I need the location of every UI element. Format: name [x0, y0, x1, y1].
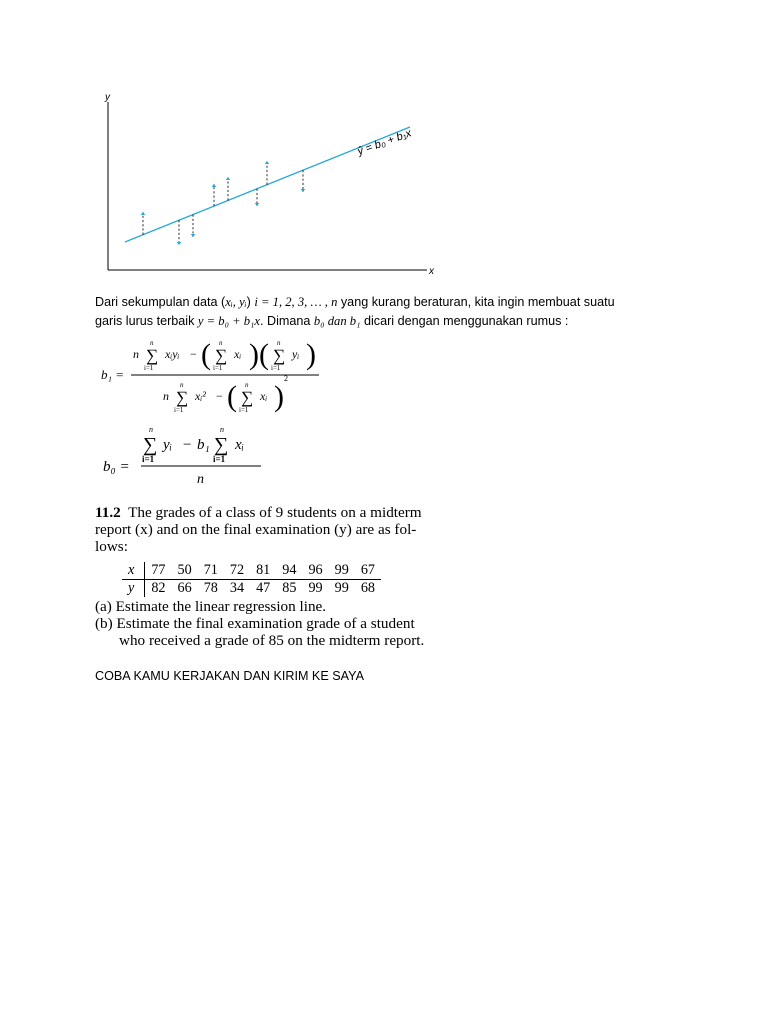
- sum-upper: n: [245, 381, 249, 389]
- n-symbol: n: [163, 389, 169, 403]
- problem-text: The grades of a class of 9 students on a midterm: [128, 504, 422, 521]
- problem-line-1: [95, 504, 475, 521]
- intro-text: dicari dengan menggunakan rumus :: [360, 314, 569, 328]
- paren-close: ): [249, 338, 259, 371]
- sigma-symbol: ∑: [273, 346, 286, 365]
- sum-upper: n: [219, 339, 223, 347]
- data-point: [255, 203, 259, 206]
- regression-line-label: ŷ = b₀ + b₁x: [355, 127, 414, 158]
- xi-term: xᵢ: [234, 347, 242, 361]
- paren-open: (: [259, 338, 269, 371]
- table-cell: 50: [172, 562, 198, 580]
- data-point: [301, 189, 305, 192]
- sigma-symbol: ∑: [215, 346, 228, 365]
- xi-term: xᵢ: [235, 437, 245, 453]
- sum-upper: n: [220, 425, 224, 434]
- data-point: [141, 212, 145, 215]
- table-row-x: [122, 562, 381, 580]
- dan-word: dan: [324, 314, 350, 328]
- data-pair: xᵢ, yᵢ: [225, 295, 247, 309]
- data-point: [265, 161, 269, 164]
- table-cell: 99: [329, 562, 355, 580]
- regression-diagram: [95, 88, 455, 283]
- xi-term: xᵢ: [260, 389, 268, 403]
- n-symbol: n: [197, 472, 204, 487]
- table-cell: 67: [355, 562, 381, 580]
- problem-number: 11.2: [95, 504, 121, 521]
- sum-upper: n: [149, 425, 153, 434]
- x-axis-label: x: [429, 266, 434, 277]
- square-exponent: 2: [284, 374, 288, 383]
- table-cell: 94: [276, 562, 302, 580]
- table-row-y: [122, 580, 381, 598]
- table-cell: 99: [308, 580, 323, 596]
- intro-text: Dari sekumpulan data (: [95, 295, 226, 309]
- table-cell: 99: [334, 580, 349, 596]
- table-cell: 34: [229, 580, 245, 596]
- table-cell: 81: [250, 562, 276, 580]
- part-a: (a) Estimate the linear regression line.: [95, 598, 327, 615]
- b1-symbol: b₁: [349, 314, 361, 328]
- data-point: [226, 177, 230, 180]
- formula-b1: [95, 336, 335, 421]
- table-cell: 77: [145, 562, 172, 580]
- sum-lower: i=1: [174, 406, 184, 414]
- table-cell: 68: [360, 580, 375, 596]
- table-cell: 82: [151, 580, 166, 596]
- sum-lower: i=1: [271, 364, 281, 372]
- problem-parts: [95, 598, 424, 649]
- sigma-symbol: ∑: [241, 388, 254, 407]
- data-point: [191, 234, 195, 237]
- minus: −: [183, 437, 192, 453]
- n-symbol: n: [133, 347, 139, 361]
- footer-instruction: COBA KAMU KERJAKAN DAN KIRIM KE SAYA: [95, 669, 364, 683]
- intro-text: garis lurus terbaik: [95, 314, 198, 328]
- paren-open: (: [201, 338, 211, 371]
- paren-close: ): [306, 338, 316, 371]
- index-range: i = 1, 2, 3, … , n: [254, 295, 338, 309]
- table-cell: 78: [203, 580, 218, 596]
- intro-text: yang kurang beraturan, kita ingin membuat suatu: [337, 295, 615, 309]
- row-header-x: x: [122, 562, 145, 580]
- sum-lower: i=1: [142, 454, 155, 464]
- intro-line-1: [95, 293, 715, 312]
- sum-lower: i=1: [213, 364, 223, 372]
- minus: −: [216, 389, 223, 403]
- table-cell: 71: [198, 562, 224, 580]
- y-axis-label: y: [105, 92, 110, 103]
- sum-upper: n: [180, 381, 184, 389]
- table-cell: 85: [282, 580, 297, 596]
- grades-table: [122, 562, 381, 597]
- sigma-symbol: ∑: [143, 434, 158, 456]
- table-cell: 66: [177, 580, 192, 596]
- intro-text: . Dimana: [260, 314, 314, 328]
- yi-term: yᵢ: [292, 347, 300, 361]
- formula-b0: [95, 422, 295, 488]
- problem-line-3: lows:: [95, 538, 128, 555]
- xy-term: xᵢyᵢ: [165, 347, 180, 361]
- sum-lower: i=1: [144, 364, 154, 372]
- sum-lower: i=1: [213, 454, 226, 464]
- sum-lower: i=1: [239, 406, 249, 414]
- b1-lhs: b₁ =: [101, 367, 125, 382]
- line-equation: y = b₀ + b₁x: [197, 314, 261, 328]
- sum-upper: n: [277, 339, 281, 347]
- paren-close: ): [274, 380, 284, 413]
- problem-11-2: [95, 504, 475, 555]
- table-cell: 47: [256, 580, 271, 596]
- yi-term: yᵢ: [163, 437, 173, 453]
- minus: −: [190, 347, 197, 361]
- data-point: [177, 242, 181, 245]
- row-header-y: y: [122, 580, 145, 598]
- table-cell: 72: [224, 562, 250, 580]
- b0-symbol: b₀: [313, 314, 325, 328]
- sigma-symbol: ∑: [176, 388, 189, 407]
- part-b-line-1: (b) Estimate the final examination grade of a student: [95, 615, 415, 632]
- sum-upper: n: [150, 339, 154, 347]
- paren-open: (: [227, 380, 237, 413]
- sigma-symbol: ∑: [214, 434, 229, 456]
- table-cell: 96: [302, 562, 328, 580]
- part-b-line-2: who received a grade of 85 on the midterm report.: [119, 632, 425, 649]
- problem-line-2: report (x) and on the final examination (y) are as fol-: [95, 521, 417, 538]
- b0-lhs: b₀ =: [103, 459, 130, 475]
- xi-squared-term: xᵢ²: [195, 389, 206, 403]
- intro-text: ): [246, 295, 255, 309]
- b1-term: b₁: [197, 437, 210, 453]
- data-point: [212, 184, 216, 187]
- intro-paragraph: [95, 293, 715, 331]
- intro-line-2: [95, 312, 715, 331]
- sigma-symbol: ∑: [146, 346, 159, 365]
